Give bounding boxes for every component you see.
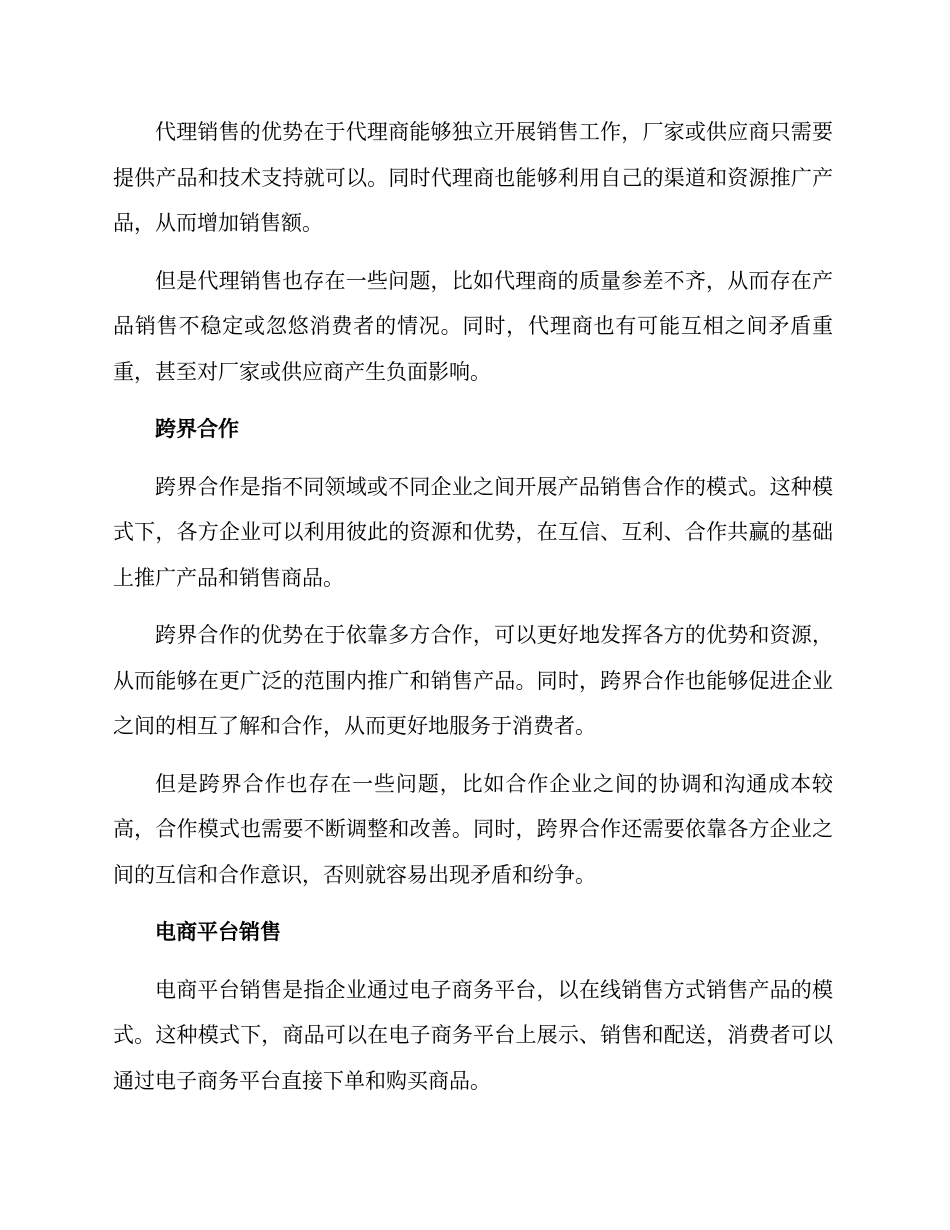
paragraph-cross-advantages: 跨界合作的优势在于依靠多方合作，可以更好地发挥各方的优势和资源，从而能够在更广泛的范围内推广和销售产品。同时，跨界合作也能够促进企业之间的相互了解和合作，从而更好地服务于消费者。 [113,623,833,738]
section-heading-cross-cooperation: 跨界合作 [155,417,239,441]
paragraph-cross-definition: 跨界合作是指不同领域或不同企业之间开展产品销售合作的模式。这种模式下，各方企业可以利用彼此的资源和优势，在互信、互利、合作共赢的基础上推广产品和销售商品。 [113,474,833,590]
paragraph-agency-advantages: 代理销售的优势在于代理商能够独立开展销售工作，厂家或供应商只需要提供产品和技术支持就可以。同时代理商也能够利用自己的渠道和资源推广产品，从而增加销售额。 [113,120,833,235]
paragraph-cross-problems: 但是跨界合作也存在一些问题，比如合作企业之间的协调和沟通成本较高，合作模式也需要不断调整和改善。同时，跨界合作还需要依靠各方企业之间的互信和合作意识，否则就容易出现矛盾和纷争。 [113,771,833,887]
section-heading-ecommerce: 电商平台销售 [155,920,281,944]
document-page [113,110,833,1116]
paragraph-ecommerce-definition: 电商平台销售是指企业通过电子商务平台，以在线销售方式销售产品的模式。这种模式下，商品可以在电子商务平台上展示、销售和配送，消费者可以通过电子商务平台直接下单和购买商品。 [113,977,833,1093]
paragraph-agency-problems: 但是代理销售也存在一些问题，比如代理商的质量参差不齐，从而存在产品销售不稳定或忽悠消费者的情况。同时，代理商也有可能互相之间矛盾重重，甚至对厂家或供应商产生负面影响。 [113,268,833,384]
